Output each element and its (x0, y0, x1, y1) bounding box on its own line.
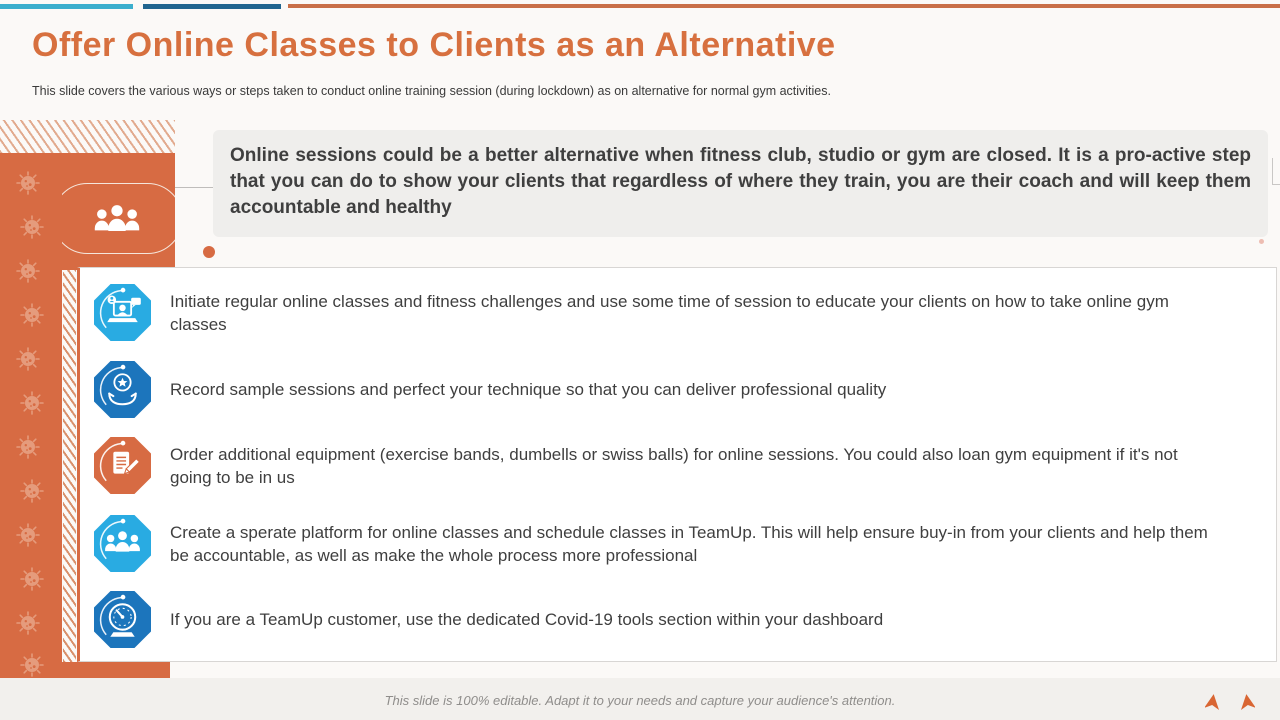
topbar-segment-orange (288, 4, 1280, 8)
list-item (94, 515, 1210, 572)
page-title: Offer Online Classes to Clients as an Alternative (32, 26, 836, 64)
list-item-text: Initiate regular online classes and fitness challenges and use some time of session to educate your clients on how to take online gym classes (170, 291, 1169, 334)
record-quality-icon (94, 361, 151, 418)
content-panel (77, 267, 1277, 662)
dashboard-gauge-icon (94, 591, 151, 648)
list-item-text: Record sample sessions and perfect your technique so that you can deliver professional quality (170, 380, 887, 399)
virus-icon (20, 303, 44, 327)
footer-note: This slide is 100% editable. Adapt it to your needs and capture your audience's attention. (384, 693, 896, 708)
decor-dot (1259, 239, 1264, 244)
list-item (94, 437, 1210, 494)
topbar-segment-blue (143, 4, 281, 9)
page-subtitle: This slide covers the various ways or steps taken to conduct online training session (during lockdown) as on alternative for normal gym activities. (32, 84, 831, 98)
footer-arrows (1205, 694, 1255, 711)
virus-icon (20, 391, 44, 415)
platform-group-icon (94, 515, 151, 572)
virus-icon (16, 171, 40, 195)
decoration-arrow-icon (1240, 694, 1255, 711)
virus-icon (16, 347, 40, 371)
people-badge (52, 183, 175, 254)
list-item-text: Create a sperate platform for online classes and schedule classes in TeamUp. This will help ensure buy-in from your clients and help them be accountable, as well as make the whole process more professional (170, 522, 1208, 565)
virus-icon (16, 259, 40, 283)
sidebar (0, 153, 62, 678)
decoration-arrow-icon (1205, 694, 1220, 711)
virus-icon (20, 479, 44, 503)
hatch-band (0, 120, 175, 153)
hatch-strip (63, 270, 76, 662)
right-bracket-line (1272, 158, 1273, 185)
group-people-icon (91, 201, 143, 236)
virus-icon (20, 215, 44, 239)
topbar-segment-cyan (0, 4, 133, 9)
virus-icon (20, 653, 44, 677)
orange-foot-bar (62, 662, 170, 678)
virus-icon (20, 567, 44, 591)
list-item (94, 591, 1210, 648)
connector-dot (203, 246, 215, 258)
right-bracket-line (1272, 184, 1280, 185)
list-item (94, 361, 1210, 418)
connector-line (175, 187, 213, 188)
list-item-text: If you are a TeamUp customer, use the dedicated Covid-19 tools section within your dashboard (170, 610, 884, 629)
list-item-text: Order additional equipment (exercise bands, dumbells or swiss balls) for online sessions. You could also loan gym equipment if it's not going to be in us (170, 444, 1178, 487)
list-item (94, 284, 1210, 341)
virus-icon (16, 611, 40, 635)
order-equipment-icon (94, 437, 151, 494)
virus-icon (16, 523, 40, 547)
online-class-icon (94, 284, 151, 341)
callout-box: Online sessions could be a better alternative when fitness club, studio or gym are closed. It is a pro-active step that you can do to show your clients that regardless of where they train, you are their coach and will keep them accountable and healthy (213, 130, 1268, 237)
virus-icon (16, 435, 40, 459)
